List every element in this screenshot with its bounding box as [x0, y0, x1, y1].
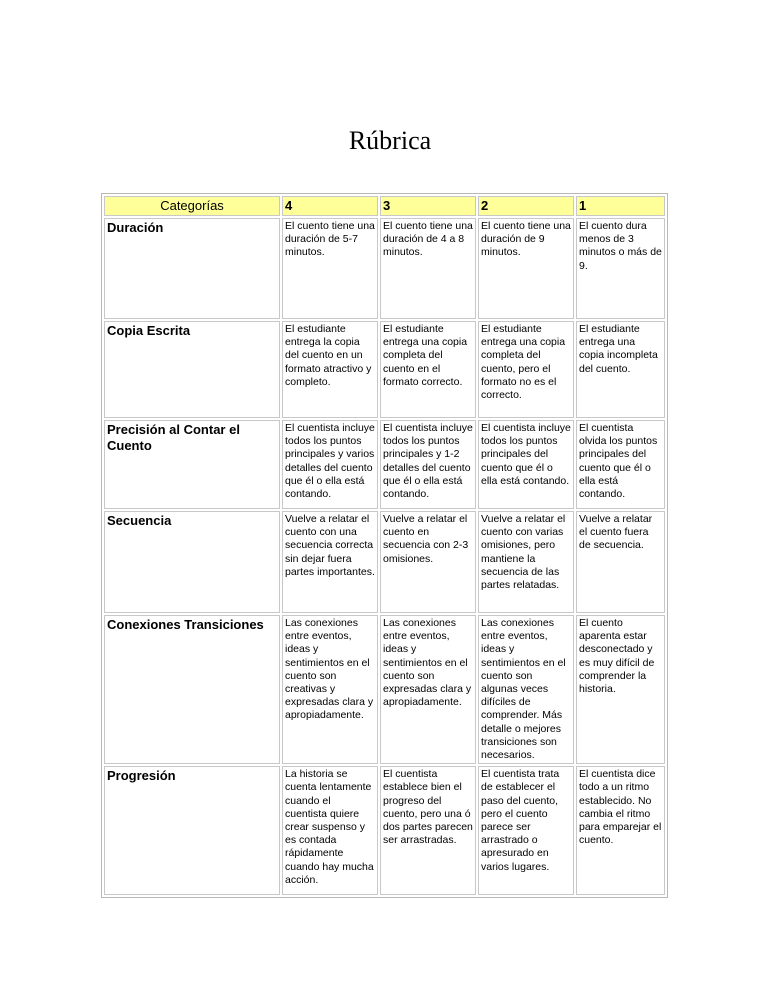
- table-cell: La historia se cuenta lentamente cuando el cuentista quiere crear suspenso y es contada rápidamente cuando hay mucha acción.: [282, 766, 378, 895]
- table-cell: El cuentista incluye todos los puntos principales y varios detalles del cuento que él o ella está contando.: [282, 420, 378, 509]
- table-cell: El estudiante entrega la copia del cuento en un formato atractivo y completo.: [282, 321, 378, 418]
- row-category: Copia Escrita: [104, 321, 280, 418]
- table-cell: Las conexiones entre eventos, ideas y sentimientos en el cuento son algunas veces difíciles de comprender. Más detalle o mejores transiciones son necesarios.: [478, 615, 574, 764]
- table-cell: El estudiante entrega una copia completa del cuento, pero el formato no es el correcto.: [478, 321, 574, 418]
- table-cell: El estudiante entrega una copia incompleta del cuento.: [576, 321, 665, 418]
- table-row: [104, 511, 665, 613]
- rubric-table: [101, 193, 668, 898]
- table-cell: El cuentista incluye todos los puntos principales y 1-2 detalles del cuento que él o ella está contando.: [380, 420, 476, 509]
- table-row: [104, 218, 665, 319]
- table-cell: El cuento aparenta estar desconectado y es muy difícil de comprender la historia.: [576, 615, 665, 764]
- table-row: [104, 321, 665, 418]
- table-cell: Vuelve a relatar el cuento con una secuencia correcta sin dejar fuera partes importantes.: [282, 511, 378, 613]
- header-score-2: 2: [478, 196, 574, 216]
- table-cell: El cuento dura menos de 3 minutos o más de 9.: [576, 218, 665, 319]
- table-cell: El estudiante entrega una copia completa del cuento en el formato correcto.: [380, 321, 476, 418]
- table-cell: El cuentista olvida los puntos principales del cuento que él o ella está contando.: [576, 420, 665, 509]
- header-score-4: 4: [282, 196, 378, 216]
- table-cell: El cuentista dice todo a un ritmo establecido. No cambia el ritmo para emparejar el cuento.: [576, 766, 665, 895]
- header-score-3: 3: [380, 196, 476, 216]
- table-row: [104, 420, 665, 509]
- table-cell: El cuento tiene una duración de 4 a 8 minutos.: [380, 218, 476, 319]
- header-score-1: 1: [576, 196, 665, 216]
- table-cell: El cuentista trata de establecer el paso del cuento, pero el cuento parece ser arrastrado o apresurado en varios lugares.: [478, 766, 574, 895]
- row-category: Conexiones Transiciones: [104, 615, 280, 764]
- table-cell: Las conexiones entre eventos, ideas y sentimientos en el cuento son expresadas clara y apropiadamente.: [380, 615, 476, 764]
- table-cell: Vuelve a relatar el cuento en secuencia con 2-3 omisiones.: [380, 511, 476, 613]
- table-cell: El cuentista establece bien el progreso del cuento, pero una ó dos partes parecen ser arrastradas.: [380, 766, 476, 895]
- row-category: Secuencia: [104, 511, 280, 613]
- row-category: Duración: [104, 218, 280, 319]
- table-cell: Vuelve a relatar el cuento con varias omisiones, pero mantiene la secuencia de las partes relatadas.: [478, 511, 574, 613]
- table-cell: Vuelve a relatar el cuento fuera de secuencia.: [576, 511, 665, 613]
- table-row: [104, 766, 665, 895]
- row-category: Precisión al Contar el Cuento: [104, 420, 280, 509]
- table-cell: Las conexiones entre eventos, ideas y sentimientos en el cuento son creativas y expresadas clara y apropiadamente.: [282, 615, 378, 764]
- table-row: [104, 615, 665, 764]
- table-cell: El cuento tiene una duración de 9 minutos.: [478, 218, 574, 319]
- table-cell: El cuentista incluye todos los puntos principales del cuento que él o ella está contando.: [478, 420, 574, 509]
- table-header-row: [104, 196, 665, 216]
- table-cell: El cuento tiene una duración de 5-7 minutos.: [282, 218, 378, 319]
- row-category: Progresión: [104, 766, 280, 895]
- header-categories: Categorías: [104, 196, 280, 216]
- page-title: Rúbrica: [348, 126, 432, 155]
